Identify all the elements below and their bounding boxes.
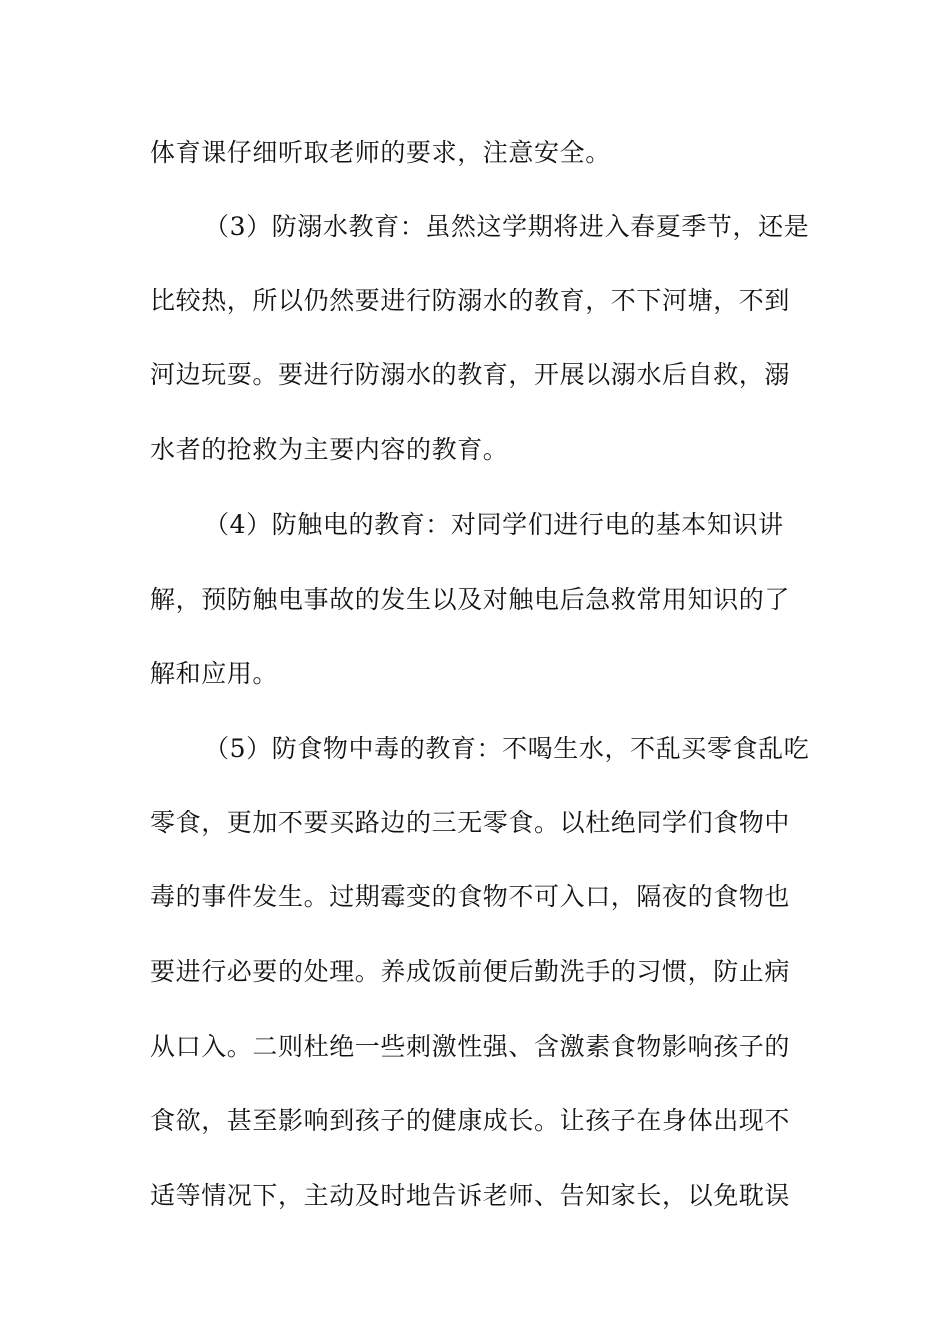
paragraph-5-line-6: 食欲，甚至影响到孩子的健康成长。让孩子在身体出现不 — [150, 1106, 791, 1135]
paragraph-4-line-2: 解，预防触电事故的发生以及对触电后急救常用知识的了 — [150, 585, 791, 614]
paragraph-3-line-3: 河边玩耍。要进行防溺水的教育，开展以溺水后自救，溺 — [150, 360, 791, 389]
paragraph-3-line-4: 水者的抢救为主要内容的教育。 — [150, 435, 509, 464]
paragraph-4-line-1: （4）防触电的教育：对同学们进行电的基本知识讲 — [204, 510, 784, 539]
paragraph-5-line-1: （5）防食物中毒的教育：不喝生水，不乱买零食乱吃 — [204, 734, 810, 763]
paragraph-3-line-1: （3）防溺水教育：虽然这学期将进入春夏季节，还是 — [204, 212, 810, 241]
text-line-1: 体育课仔细听取老师的要求，注意安全。 — [150, 138, 611, 167]
paragraph-3-line-2: 比较热，所以仍然要进行防溺水的教育，不下河塘，不到 — [150, 286, 791, 315]
paragraph-5-line-2: 零食，更加不要买路边的三无零食。以杜绝同学们食物中 — [150, 808, 791, 837]
paragraph-5-line-3: 毒的事件发生。过期霉变的食物不可入口，隔夜的食物也 — [150, 882, 791, 911]
paragraph-5-line-4: 要进行必要的处理。养成饭前便后勤洗手的习惯，防止病 — [150, 957, 791, 986]
paragraph-4-line-3: 解和应用。 — [150, 659, 279, 688]
paragraph-5-line-5: 从口入。二则杜绝一些刺激性强、含激素食物影响孩子的 — [150, 1032, 791, 1061]
paragraph-5-line-7: 适等情况下，主动及时地告诉老师、告知家长，以免耽误 — [150, 1181, 791, 1210]
